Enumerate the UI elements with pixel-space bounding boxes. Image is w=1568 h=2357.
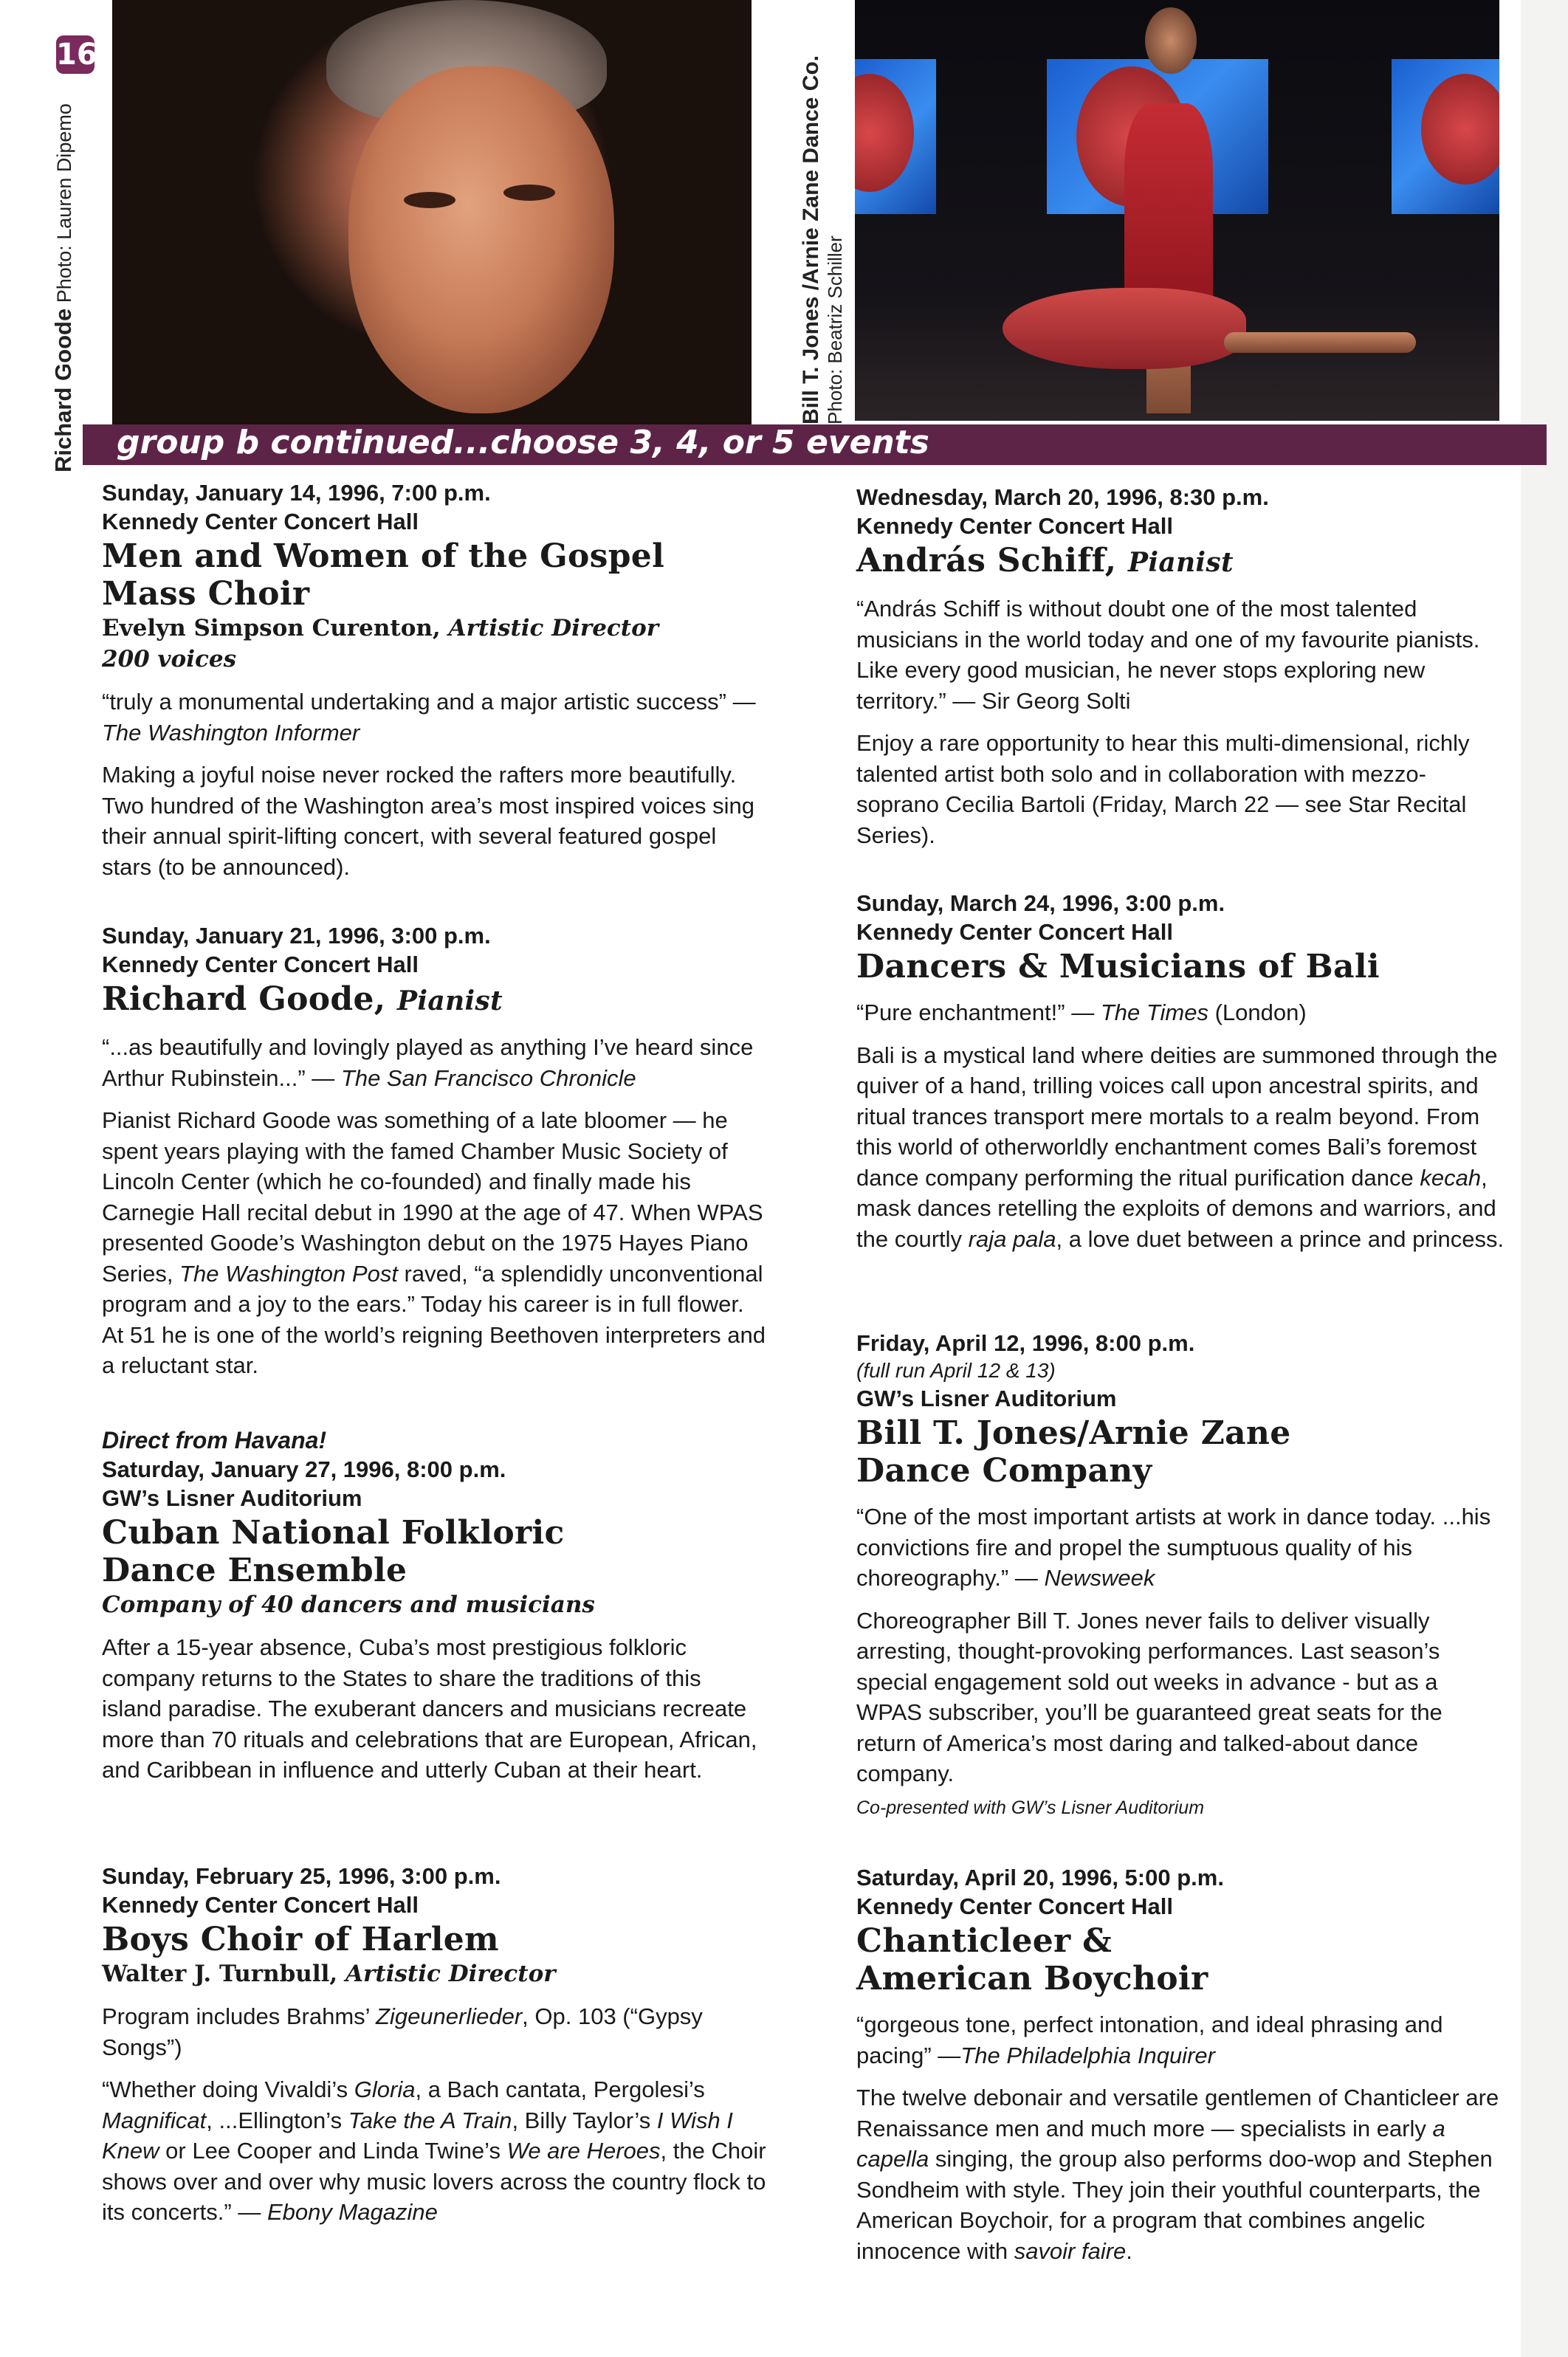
event-boys-choir-harlem bbox=[102, 1862, 766, 2228]
event-program bbox=[102, 2001, 766, 2062]
quote-part: “Whether doing Vivaldi’s bbox=[102, 2076, 354, 2102]
quote-source: Newsweek bbox=[1044, 1565, 1155, 1591]
event-title-line1: Men and Women of the Gospel bbox=[102, 537, 665, 575]
event-copresent-note: Co-presented with GW’s Lisner Auditorium bbox=[856, 1797, 1205, 1818]
event-title-line2: American Boychoir bbox=[856, 1960, 1208, 1998]
event-andras-schiff bbox=[856, 483, 1506, 850]
program-part: Program includes Brahms’ bbox=[102, 2003, 376, 2029]
portrait-eye-left bbox=[404, 192, 455, 208]
event-description: Enjoy a rare opportunity to hear this multi-dimensional, richly talented artist both solo and in collaboration with mezzo-soprano Cecilia Bartoli (Friday, March 22 — see Star Recital Series). bbox=[856, 730, 1470, 848]
description-italic: savoir faire bbox=[1014, 2237, 1127, 2264]
event-date: Saturday, January 27, 1996, 8:00 p.m. bbox=[102, 1456, 506, 1482]
event-date: Sunday, February 25, 1996, 3:00 p.m. bbox=[102, 1863, 501, 1889]
event-date: Sunday, January 21, 1996, 3:00 p.m. bbox=[102, 923, 491, 949]
photo-credit-left-name: Richard Goode bbox=[50, 308, 76, 472]
director-name: Evelyn Simpson Curenton, bbox=[102, 615, 441, 641]
photo-credit-right bbox=[799, 0, 850, 424]
quote-italic: We are Heroes bbox=[506, 2138, 661, 2164]
program-part: , Op. 103 (“Gypsy Songs”) bbox=[102, 2003, 703, 2060]
description-part: raved, “a splendidly unconventional program and a joy to the ears.” Today his career is in full flower. At 51 he is one of the world’s reigning Beethoven interpreters and a reluctant star. bbox=[102, 1260, 766, 1378]
quote-source: The Philadelphia Inquirer bbox=[960, 2042, 1215, 2068]
page-edge bbox=[1521, 0, 1568, 2357]
event-dancers-of-bali bbox=[856, 889, 1506, 1254]
event-run-note: (full run April 12 & 13) bbox=[856, 1359, 1056, 1382]
event-title: Boys Choir of Harlem bbox=[102, 1921, 499, 1958]
dance-photo bbox=[855, 0, 1499, 421]
event-director bbox=[102, 1958, 766, 1989]
event-quote: “András Schiff is without doubt one of the most talented musicians in the world today and one of my favourite pianists. Like every good musician, he never stops exploring new territory.” — Sir Georg Solti bbox=[856, 596, 1480, 714]
description-italic: raja pala bbox=[968, 1225, 1056, 1252]
portrait-face bbox=[348, 66, 614, 413]
event-quote bbox=[102, 1032, 766, 1093]
event-venue: Kennedy Center Concert Hall bbox=[856, 1893, 1173, 1919]
event-title-line2: Dance Ensemble bbox=[102, 1552, 408, 1589]
quote-source: The Washington Informer bbox=[102, 719, 360, 746]
event-title-name: András Schiff, bbox=[856, 542, 1117, 579]
event-richard-goode bbox=[102, 921, 766, 1381]
event-quote bbox=[102, 687, 766, 748]
program-italic: Zigeunerlieder bbox=[376, 2003, 523, 2029]
description-italic: The Washington Post bbox=[179, 1260, 398, 1287]
event-title bbox=[856, 542, 1506, 582]
quote-part: , a Bach cantata, Pergolesi’s bbox=[415, 2076, 705, 2102]
page-number: 16 bbox=[56, 35, 94, 74]
event-description: Making a joyful noise never rocked the rafters more beautifully. Two hundred of the Washington area’s most inspired voices sing their annual spirit-lifting concert, with several featured gospel stars (to be announced). bbox=[102, 762, 754, 880]
event-quote bbox=[856, 1501, 1506, 1594]
dancer-lying bbox=[1003, 273, 1416, 384]
description-part: , mask dances retelling the exploits of demons and warriors, and the courtly bbox=[856, 1164, 1496, 1252]
quote-part: , Billy Taylor’s bbox=[512, 2107, 657, 2133]
quote-text: “gorgeous tone, perfect intonation, and ideal phrasing and pacing” — bbox=[856, 2012, 1443, 2068]
event-quote bbox=[856, 2009, 1506, 2071]
portrait-photo bbox=[112, 0, 752, 427]
event-description: After a 15-year absence, Cuba’s most prestigious folkloric company returns to the States to share the traditions of this island paradise. The exuberant dancers and musicians recreate more than 70 rituals and celebrations that are European, African, and Caribbean in influence and utterly Cuban at their heart. bbox=[102, 1634, 757, 1783]
photo-credit-right-name: Bill T. Jones /Arnie Zane Dance Co. bbox=[799, 55, 823, 424]
director-name: Walter J. Turnbull, bbox=[102, 1961, 338, 1987]
event-date: Friday, April 12, 1996, 8:00 p.m. bbox=[856, 1330, 1195, 1356]
event-title-line2: Mass Choir bbox=[102, 575, 310, 613]
photo-credit-right-photographer: Photo: Beatriz Schiller bbox=[824, 235, 846, 424]
quote-part: or Lee Cooper and Linda Twine’s bbox=[159, 2138, 507, 2164]
event-title bbox=[102, 980, 766, 1020]
event-title-role: Pianist bbox=[1127, 547, 1234, 578]
description-part: The twelve debonair and versatile gentlemen of Chanticleer are Renaissance men and much more — specialists in early bbox=[856, 2085, 1499, 2141]
event-voices: 200 voices bbox=[102, 646, 237, 672]
event-date: Sunday, January 14, 1996, 7:00 p.m. bbox=[102, 480, 491, 506]
event-description bbox=[102, 1105, 766, 1381]
event-venue: Kennedy Center Concert Hall bbox=[856, 919, 1173, 945]
description-part: singing, the group also performs doo-wop and Stephen Sondheim with style. They join their youthful counterparts, the American Boychoir, for a program that combines angelic innocence with bbox=[856, 2146, 1493, 2264]
event-title bbox=[856, 1922, 1506, 1998]
description-italic: kecah bbox=[1420, 1164, 1482, 1191]
quote-text: “...as beautifully and lovingly played as anything I’ve heard since Arthur Rubinstein...” — bbox=[102, 1034, 754, 1091]
event-date: Saturday, April 20, 1996, 5:00 p.m. bbox=[856, 1865, 1224, 1890]
event-venue: Kennedy Center Concert Hall bbox=[102, 509, 419, 534]
description-part: , a love duet between a prince and princess. bbox=[1056, 1225, 1505, 1252]
description-italic: a capella bbox=[856, 2115, 1445, 2172]
description-part: Bali is a mystical land where deities are summoned through the quiver of a hand, trilling voices call upon ancestral spirits, and ritual trances transport mere mortals to a realm beyond. From this world of otherworldly enchantment comes Bali’s foremost dance company performing the ritual purification dance bbox=[856, 1042, 1498, 1191]
event-bill-t-jones bbox=[856, 1329, 1506, 1820]
event-title-line2: Dance Company bbox=[856, 1452, 1152, 1490]
director-role: Artistic Director bbox=[345, 1961, 556, 1987]
event-quote bbox=[856, 997, 1506, 1028]
event-venue: Kennedy Center Concert Hall bbox=[102, 1892, 419, 1918]
quote-source: The Times bbox=[1100, 999, 1208, 1025]
event-title: Dancers & Musicians of Bali bbox=[856, 948, 1380, 985]
quote-text: “truly a monumental undertaking and a major artistic success” — bbox=[102, 689, 756, 715]
event-venue: Kennedy Center Concert Hall bbox=[856, 513, 1173, 539]
event-director bbox=[102, 613, 766, 644]
event-title-name: Richard Goode, bbox=[102, 980, 386, 1018]
quote-italic: I Wish I Knew bbox=[102, 2107, 733, 2164]
backdrop-screen-1 bbox=[855, 59, 936, 214]
event-title bbox=[856, 1414, 1506, 1490]
event-date: Wednesday, March 20, 1996, 8:30 p.m. bbox=[856, 484, 1269, 510]
description-part: Pianist Richard Goode was something of a late bloomer — he spent years playing with the famed Chamber Music Society of Lincoln Center (which he co-founded) and finally made his Carnegie Hall recital debut in 1990 at the age of 47. When WPAS presented Goode’s Washington debut on the 1975 Hayes Piano Series, bbox=[102, 1107, 763, 1287]
photo-credit-left bbox=[41, 89, 86, 472]
quote-italic: Magnificat bbox=[102, 2107, 207, 2133]
event-title-line1: Cuban National Folkloric bbox=[102, 1514, 565, 1552]
event-kicker: Direct from Havana! bbox=[102, 1427, 327, 1453]
quote-tail: (London) bbox=[1208, 999, 1307, 1025]
photo-credit-left-photographer: Photo: Lauren Dipemo bbox=[53, 103, 75, 303]
event-title-line1: Bill T. Jones/Arnie Zane bbox=[856, 1414, 1291, 1452]
director-role: Artistic Director bbox=[448, 615, 659, 641]
quote-source: The San Francisco Chronicle bbox=[340, 1064, 636, 1091]
backdrop-screen-3 bbox=[1392, 59, 1499, 214]
portrait-eye-right bbox=[503, 185, 555, 201]
event-venue: GW’s Lisner Auditorium bbox=[102, 1485, 362, 1511]
event-title bbox=[102, 537, 766, 613]
event-title-role: Pianist bbox=[397, 985, 503, 1016]
quote-text: “Pure enchantment!” — bbox=[856, 999, 1101, 1025]
event-chanticleer bbox=[856, 1863, 1506, 2266]
event-title-line1: Chanticleer & bbox=[856, 1922, 1113, 1960]
event-venue: Kennedy Center Concert Hall bbox=[102, 952, 419, 977]
event-cuban-folkloric bbox=[102, 1426, 766, 1786]
quote-italic: Take the A Train bbox=[348, 2107, 512, 2133]
event-description bbox=[856, 1040, 1506, 1255]
event-description: Choreographer Bill T. Jones never fails to deliver visually arresting, thought-provoking performances. Last season’s special engagement sold out weeks in advance - but as a WPAS subscriber, you’ll be guaranteed great seats for the return of America’s most daring and talked-about dance company. bbox=[856, 1607, 1443, 1786]
section-banner-text: group b continued...choose 3, 4, or 5 events bbox=[117, 424, 929, 461]
event-company: Company of 40 dancers and musicians bbox=[102, 1592, 595, 1618]
quote-text: “One of the most important artists at work in dance today. ...his convictions fire and propel the sumptuous quality of his choreography.” — bbox=[856, 1504, 1491, 1591]
quote-source: Ebony Magazine bbox=[267, 2199, 438, 2225]
quote-part: , the Choir shows over and over why music lovers across the country flock to its concerts.” — bbox=[102, 2138, 766, 2225]
event-venue: GW’s Lisner Auditorium bbox=[856, 1386, 1117, 1411]
event-description bbox=[856, 2082, 1506, 2266]
description-part: . bbox=[1126, 2237, 1132, 2264]
event-gospel-choir bbox=[102, 478, 766, 882]
quote-part: , ...Ellington’s bbox=[206, 2107, 348, 2133]
event-date: Sunday, March 24, 1996, 3:00 p.m. bbox=[856, 890, 1225, 916]
event-title bbox=[102, 1514, 766, 1589]
quote-italic: Gloria bbox=[354, 2076, 416, 2102]
event-quote bbox=[102, 2074, 766, 2228]
